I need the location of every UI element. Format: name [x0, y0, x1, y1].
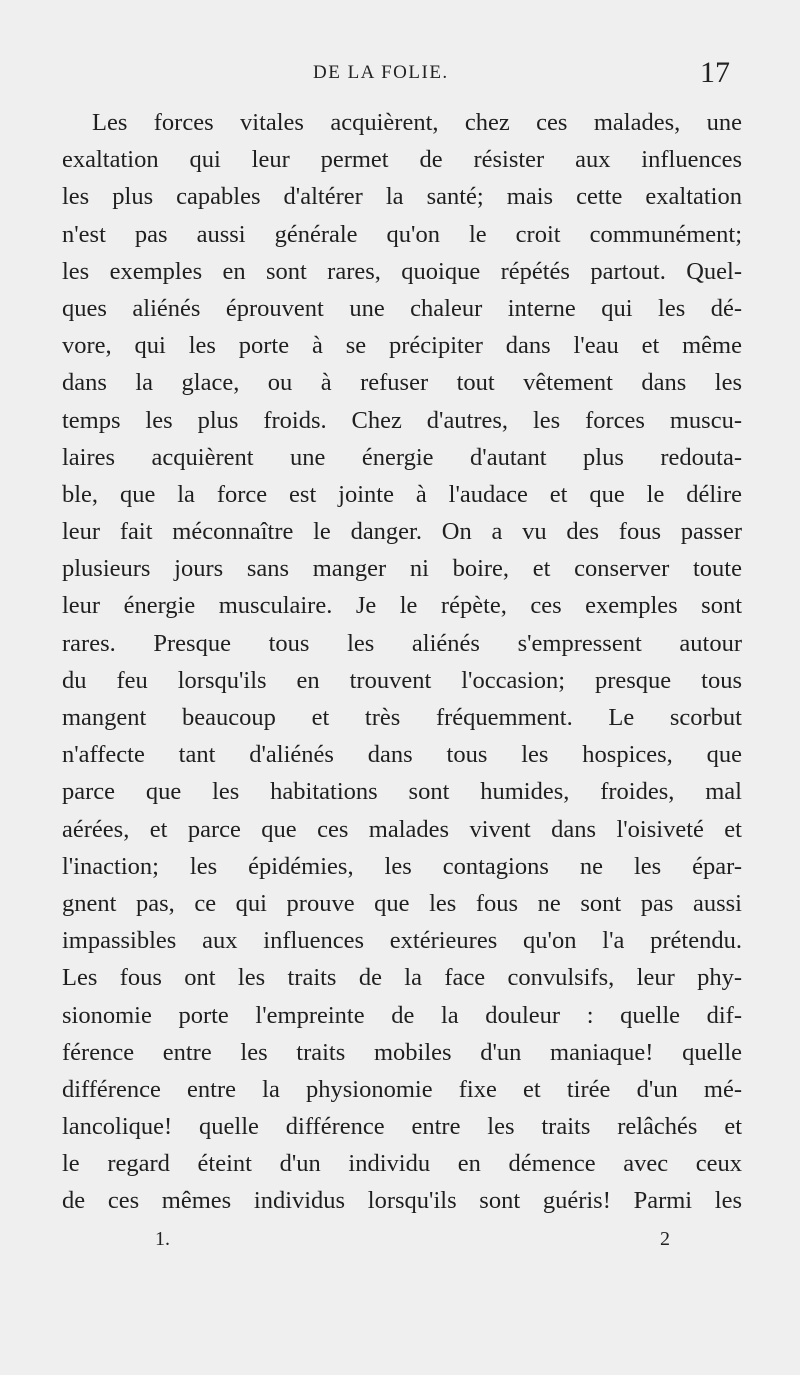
body-text — [62, 104, 742, 1220]
gathering-mark: 2 — [660, 1228, 670, 1250]
text-line: ques aliénés éprouvent une chaleur interne qui les dé- — [62, 294, 742, 322]
text-line: ble, que la force est jointe à l'audace et que le délire — [62, 480, 742, 508]
text-line: Les fous ont les traits de la face convulsifs, leur phy- — [62, 964, 742, 992]
text-line: mangent beaucoup et très fréquemment. Le scorbut — [62, 704, 742, 731]
text-line: les plus capables d'altérer la santé; mais cette exaltation — [62, 183, 742, 211]
page-footer — [0, 1228, 800, 1258]
text-line: leur fait méconnaître le danger. On a vu des fous passer — [62, 518, 742, 546]
text-line: différence entre la physionomie fixe et tirée d'un mé- — [62, 1075, 742, 1103]
text-line: férence entre les traits mobiles d'un maniaque! quelle — [62, 1038, 742, 1066]
page-number: 17 — [700, 56, 730, 89]
text-line: exaltation qui leur permet de résister aux influences — [62, 146, 742, 174]
text-line: vore, qui les porte à se précipiter dans l'eau et même — [62, 332, 742, 360]
page-header — [0, 56, 800, 90]
text-line: n'affecte tant d'aliénés dans tous les hospices, que — [62, 741, 742, 769]
text-line: Les forces vitales acquièrent, chez ces malades, une — [92, 109, 742, 136]
text-line: dans la glace, ou à refuser tout vêtement dans les — [62, 369, 742, 397]
text-line: parce que les habitations sont humides, froides, mal — [62, 778, 742, 806]
text-line: rares. Presque tous les aliénés s'empressent autour — [62, 629, 742, 657]
text-line: n'est pas aussi générale qu'on le croit communément; — [62, 220, 742, 248]
text-line: gnent pas, ce qui prouve que les fous ne sont pas aussi — [62, 889, 742, 917]
text-line: le regard éteint d'un individu en démence avec ceux — [62, 1150, 742, 1178]
text-line: aérées, et parce que ces malades vivent dans l'oisiveté et — [62, 815, 742, 843]
text-line: laires acquièrent une énergie d'autant plus redouta- — [62, 443, 742, 471]
text-line: de ces mêmes individus lorsqu'ils sont guéris! Parmi les — [62, 1187, 742, 1215]
text-line: du feu lorsqu'ils en trouvent l'occasion; presque tous — [62, 666, 742, 694]
text-line: les exemples en sont rares, quoique répétés partout. Quel- — [62, 257, 742, 285]
text-line: lancolique! quelle différence entre les traits relâchés et — [62, 1113, 742, 1141]
text-line: temps les plus froids. Chez d'autres, les forces muscu- — [62, 406, 742, 434]
running-title: DE LA FOLIE. — [313, 62, 449, 83]
text-line: l'inaction; les épidémies, les contagions ne les épar- — [62, 852, 742, 880]
text-line: leur énergie musculaire. Je le répète, ces exemples sont — [62, 592, 742, 620]
text-line: plusieurs jours sans manger ni boire, et conserver toute — [62, 555, 742, 583]
signature-mark: 1. — [155, 1228, 170, 1250]
text-line: impassibles aux influences extérieures qu'on l'a prétendu. — [62, 927, 742, 955]
text-line: sionomie porte l'empreinte de la douleur : quelle dif- — [62, 1001, 742, 1029]
